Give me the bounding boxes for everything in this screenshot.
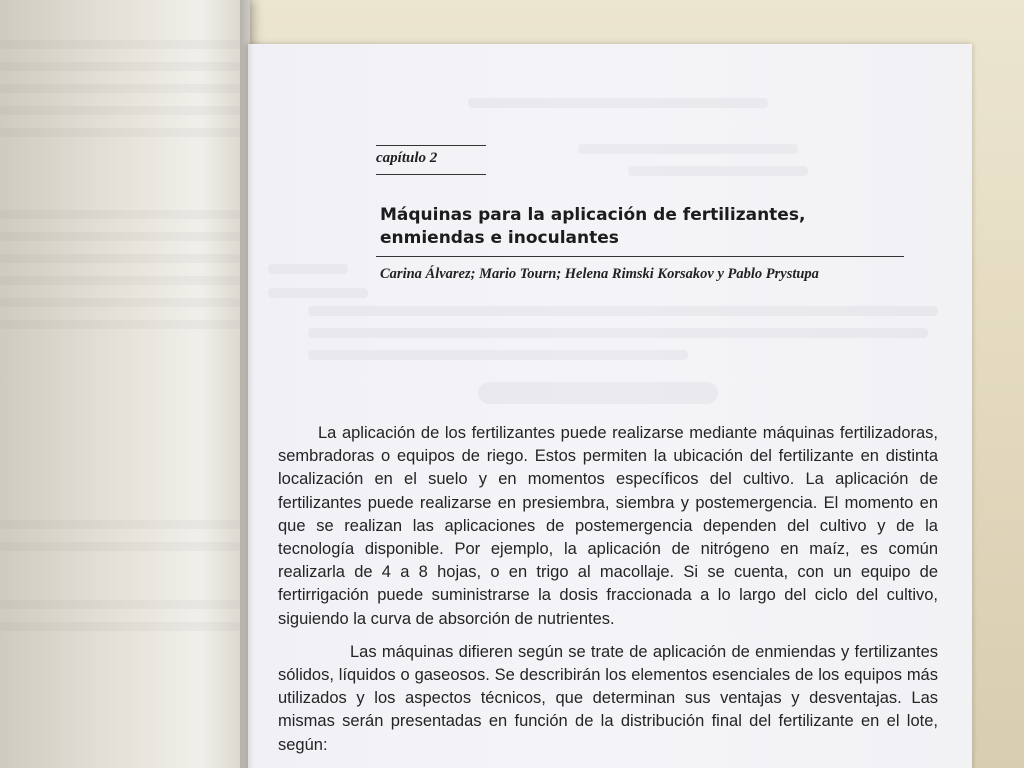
bleed-through-line xyxy=(0,520,240,529)
bleed-through-line xyxy=(0,128,240,137)
show-through-line xyxy=(268,264,348,274)
bleed-through-line xyxy=(0,210,240,219)
right-page xyxy=(248,44,972,768)
bleed-through-line xyxy=(0,232,240,241)
book-gutter-shadow xyxy=(240,0,254,768)
bleed-through-line xyxy=(0,320,240,329)
show-through-line xyxy=(308,350,688,360)
show-through-line xyxy=(308,306,938,316)
bleed-through-line xyxy=(0,622,240,631)
bleed-through-line xyxy=(0,84,240,93)
show-through-shape xyxy=(478,382,718,404)
left-page xyxy=(0,0,250,768)
bleed-through-line xyxy=(0,276,240,285)
show-through-line xyxy=(628,166,808,176)
chapter-title: Máquinas para la aplicación de fertilizantes, enmiendas e inoculantes xyxy=(380,205,806,248)
body-text xyxy=(278,422,938,767)
title-rule xyxy=(376,256,904,257)
show-through-line xyxy=(468,98,768,108)
chapter-authors: Carina Álvarez; Mario Tourn; Helena Rimski Korsakov y Pablo Prystupa xyxy=(380,266,819,282)
chapter-label: capítulo 2 xyxy=(376,150,438,166)
paragraph: Las máquinas difieren según se trate de aplicación de enmiendas y fertilizantes sólidos, líquidos o gaseosos. Se describirán los elementos esenciales de los equipos más utilizados y los aspectos técnicos, que determinan sus ventajas y desventajas. Las mismas serán presentadas en función de la distribución final del fertilizante en el lote, según: xyxy=(278,642,938,754)
show-through-line xyxy=(268,288,368,298)
bleed-through-line xyxy=(0,106,240,115)
paragraph: La aplicación de los fertilizantes puede realizarse mediante máquinas fertilizadoras, sembradoras o equipos de riego. Estos permiten la ubicación del fertilizante en distinta localización en el suelo y en momentos específicos del cultivo. La aplicación de fertilizantes puede realizarse en presiembra, siembra y postemergencia. El momento en que se realizan las aplicaciones de postemergencia dependen del cultivo y de la tecnología disponible. Por ejemplo, la aplicación de nitrógeno en maíz, es común realizarla de 4 a 8 hojas, o en trigo al macollaje. Si se cuenta, con un equipo de fertirrigación puede suministrarse la dosis fraccionada a lo largo del ciclo del cultivo, siguiendo la curva de absorción de nutrientes. xyxy=(278,424,938,628)
bleed-through-line xyxy=(0,542,240,551)
bleed-through-line xyxy=(0,40,240,49)
bleed-through-line xyxy=(0,298,240,307)
bleed-through-line xyxy=(0,600,240,609)
chapter-header xyxy=(376,145,486,175)
show-through-line xyxy=(578,144,798,154)
bleed-through-line xyxy=(0,62,240,71)
bleed-through-line xyxy=(0,254,240,263)
show-through-line xyxy=(308,328,928,338)
